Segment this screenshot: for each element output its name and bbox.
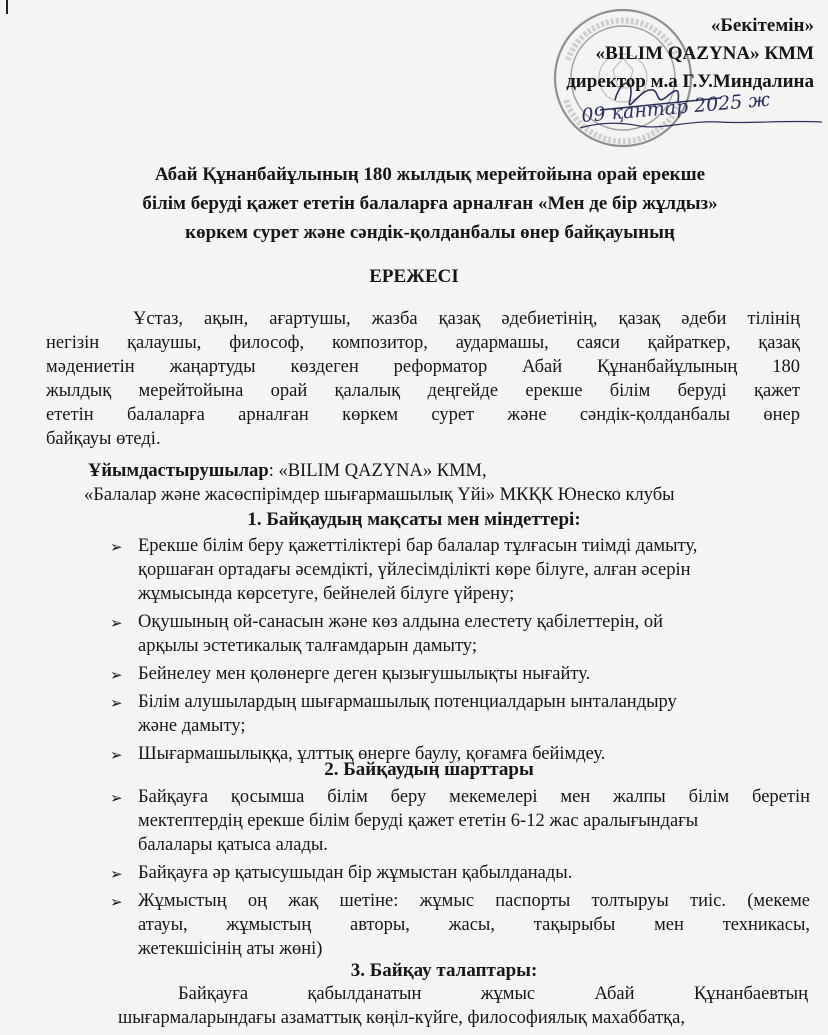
section-2-title: 2. Байқаудың шарттары xyxy=(324,759,534,780)
list-item: ➢ Оқушының ой-санасын және көз алдына елестету қабілеттерін, ой арқылы эстетикалық талғамдарын дамыту; xyxy=(110,612,664,656)
section-1-title: 1. Байқаудың мақсаты мен міндеттері: xyxy=(247,509,581,530)
arrow-bullet-icon: ➢ xyxy=(110,789,123,807)
list-item: ➢ Жұмыстың оң жақ шетіне: жұмыс паспорты толтыруы тиіс. (мекеме атауы, жұмыстың авторы, жасы, тақырыбы мен техникасы, жетекшісінің аты жөні) xyxy=(110,891,810,959)
list-item: ➢ Байқауға әр қатысушыдан бір жұмыстан қабылданады. xyxy=(110,861,810,885)
list-item: ➢ Байқауға қосымша білім беру мекемелері мен жалпы білім беретін мектептердің ерекше білім беруді қажет ететін 6-12 жас аралығындағы балалары қатыса алады. xyxy=(110,787,810,855)
arrow-bullet-icon: ➢ xyxy=(110,694,123,712)
document-heading: ЕРЕЖЕСІ xyxy=(369,266,459,287)
arrow-bullet-icon: ➢ xyxy=(110,865,123,883)
corner-mark xyxy=(6,0,8,14)
approval-line-3: директор м.а Г.У.Миндалина xyxy=(566,71,814,92)
intro-line-4: жылдық мерейтойына орай қалалық деңгейде ерекше білім беруді қажет xyxy=(46,381,800,401)
organizers-label: Ұйымдастырушылар xyxy=(88,461,269,481)
list-item: ➢ Шығармашылыққа, ұлттық өнерге баулу, қоғамға бейімдеу. xyxy=(110,742,810,766)
intro-line-1: Ұстаз, ақын, ағартушы, жазба қазақ әдебиетінің, қазақ әдеби тілінің xyxy=(133,309,800,329)
document-title xyxy=(60,160,800,247)
title-line-2: білім беруді қажет ететін балаларға арналған «Мен де бір жұлдыз» xyxy=(142,193,718,214)
title-line-1: Абай Құнанбайұлының 180 жылдық мерейтойына орай ерекше xyxy=(154,164,706,185)
arrow-bullet-icon: ➢ xyxy=(110,614,123,632)
list-item: ➢ Бейнелеу мен қолөнерге деген қызығушылықты нығайту. xyxy=(110,662,810,686)
approval-line-2: «BILIM QAZYNA» КММ xyxy=(595,43,814,64)
organizers-value: : «BILIM QAZYNA» КММ, xyxy=(268,461,487,481)
list-item: ➢ Білім алушылардың шығармашылық потенциалдарын ынталандыру және дамыту; xyxy=(110,692,677,736)
list-item: ➢ Ерекше білім беру қажеттіліктері бар балалар тұлғасын тиімді дамыту, қоршаған ортадағы әсемдікті, үйлесімділікті көре білуге, алған әсерін жұмысында көрсетуге, бейнелей білуге үйрену; xyxy=(110,536,698,604)
intro-line-2: негізін қалаушы, философ, композитор, аудармашы, саяси қайраткер, қазақ xyxy=(46,333,800,353)
approval-line-1: «Бекітемін» xyxy=(710,15,814,36)
organizers-line-2: «Балалар және жасөспірімдер шығармашылық Үйі» МКҚК Юнеско клубы xyxy=(84,485,675,505)
arrow-bullet-icon: ➢ xyxy=(110,893,123,911)
section-1-list xyxy=(110,534,810,770)
arrow-bullet-icon: ➢ xyxy=(110,666,123,684)
intro-line-6: байқауы өтеді. xyxy=(46,429,161,449)
title-line-3: көркем сурет және сәндік-қолданбалы өнер байқауының xyxy=(185,222,675,243)
arrow-bullet-icon: ➢ xyxy=(110,746,123,764)
approval-block xyxy=(484,12,814,96)
section-3-line-1: Байқауға қабылданатын жұмыс Абай Құнанбаевтың xyxy=(178,984,808,1004)
svg-text:09 қантар 2025 ж: 09 қантар 2025 ж xyxy=(580,88,771,127)
section-2-list xyxy=(110,785,810,965)
organizers-line xyxy=(88,461,487,482)
intro-line-3: мәдениетін жаңартуды көздеген реформатор Абай Құнанбайұлының 180 xyxy=(46,357,800,377)
intro-line-5: ететін балаларға арналған көркем сурет және сәндік-қолданбалы өнер xyxy=(46,405,800,425)
arrow-bullet-icon: ➢ xyxy=(110,538,123,556)
intro-paragraph xyxy=(46,307,800,451)
section-3-line-2: шығармаларындағы азаматтық көңіл-күйге, философиялық махаббатқа, xyxy=(118,1008,685,1028)
section-3-title: 3. Байқау талаптары: xyxy=(350,960,538,981)
